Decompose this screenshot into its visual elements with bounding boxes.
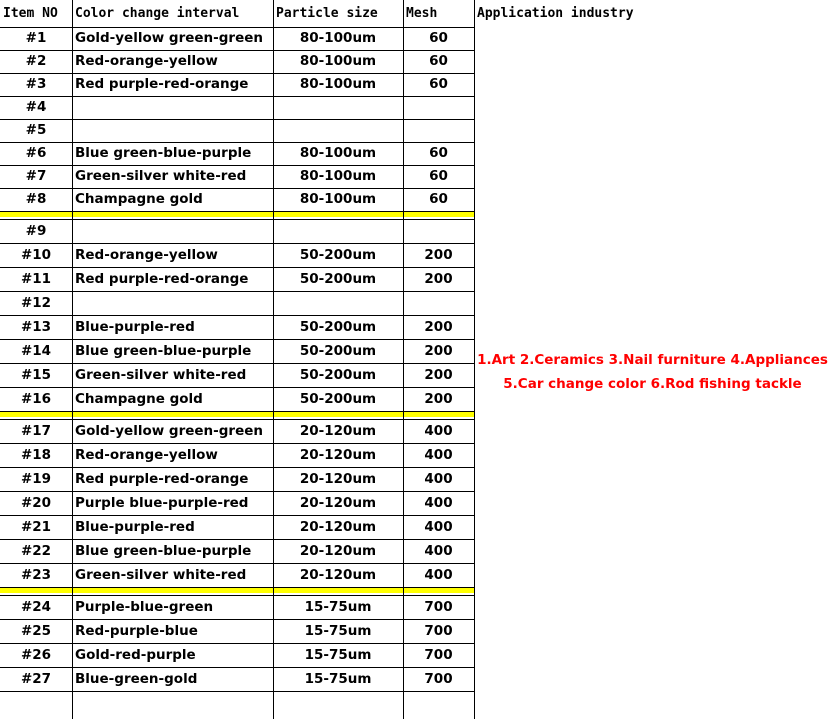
- item-number-cell: #4: [25, 99, 47, 115]
- color-interval-cell: Red-orange-yellow: [75, 53, 218, 69]
- mesh-cell: 400: [424, 519, 453, 535]
- item-number-cell: #3: [25, 76, 47, 92]
- color-interval-cell: Blue-green-gold: [75, 671, 198, 687]
- particle-size-cell: [273, 119, 403, 142]
- color-interval-cell: [72, 119, 273, 142]
- mesh-cell: 400: [424, 543, 453, 559]
- mesh-cell: 60: [429, 145, 448, 161]
- header-item-no: Item NO: [3, 6, 58, 21]
- color-interval-cell: Green-silver white-red: [75, 168, 247, 184]
- particle-size-cell: 80-100um: [299, 30, 377, 46]
- mesh-cell: 700: [424, 599, 453, 615]
- mesh-cell: 200: [424, 319, 453, 335]
- mesh-cell: 60: [429, 168, 448, 184]
- item-number-cell: #12: [20, 295, 52, 311]
- particle-size-cell: 80-100um: [299, 53, 377, 69]
- mesh-cell: 700: [424, 623, 453, 639]
- mesh-cell: 200: [424, 367, 453, 383]
- color-interval-cell: Gold-yellow green-green: [75, 423, 263, 439]
- item-number-cell: #8: [25, 191, 47, 207]
- item-number-cell: #7: [25, 168, 47, 184]
- item-number-cell: #14: [20, 343, 52, 359]
- mesh-cell: [403, 219, 474, 243]
- mesh-cell: [403, 291, 474, 315]
- mesh-cell: 400: [424, 447, 453, 463]
- grid-column-line: [72, 0, 73, 719]
- mesh-cell: 700: [424, 647, 453, 663]
- color-interval-cell: Green-silver white-red: [75, 567, 247, 583]
- particle-size-cell: 20-120um: [299, 447, 377, 463]
- color-interval-cell: Blue green-blue-purple: [75, 343, 252, 359]
- mesh-cell: 200: [424, 343, 453, 359]
- item-number-cell: #26: [20, 647, 52, 663]
- particle-size-cell: 50-200um: [299, 319, 377, 335]
- item-number-cell: #6: [25, 145, 47, 161]
- particle-size-cell: [273, 96, 403, 119]
- application-line-2: 5.Car change color 6.Rod fishing tackle: [503, 376, 802, 392]
- mesh-cell: 200: [424, 271, 453, 287]
- particle-size-cell: [273, 219, 403, 243]
- mesh-cell: 400: [424, 567, 453, 583]
- particle-size-cell: 80-100um: [299, 168, 377, 184]
- color-interval-cell: [72, 96, 273, 119]
- grid-column-line: [474, 0, 475, 719]
- mesh-cell: 60: [429, 76, 448, 92]
- particle-size-cell: 50-200um: [299, 343, 377, 359]
- item-number-cell: #23: [20, 567, 52, 583]
- item-number-cell: #24: [20, 599, 52, 615]
- color-interval-cell: [72, 291, 273, 315]
- particle-size-cell: 80-100um: [299, 191, 377, 207]
- color-interval-cell: Purple-blue-green: [75, 599, 214, 615]
- item-number-cell: #2: [25, 53, 47, 69]
- particle-size-cell: 20-120um: [299, 495, 377, 511]
- item-number-cell: #10: [20, 247, 52, 263]
- particle-size-cell: 15-75um: [304, 671, 372, 687]
- header-mesh: Mesh: [406, 6, 438, 21]
- particle-size-cell: 50-200um: [299, 391, 377, 407]
- particle-size-cell: [273, 291, 403, 315]
- item-number-cell: #18: [20, 447, 52, 463]
- item-number-cell: #15: [20, 367, 52, 383]
- mesh-cell: 200: [424, 391, 453, 407]
- header-color-interval: Color change interval: [75, 6, 240, 21]
- grid-column-line: [403, 0, 404, 719]
- item-number-cell: #27: [20, 671, 52, 687]
- color-interval-cell: Purple blue-purple-red: [75, 495, 249, 511]
- particle-size-cell: 15-75um: [304, 623, 372, 639]
- color-interval-cell: Red purple-red-orange: [75, 471, 249, 487]
- color-interval-cell: Red purple-red-orange: [75, 271, 249, 287]
- mesh-cell: 60: [429, 30, 448, 46]
- color-interval-cell: Red-purple-blue: [75, 623, 198, 639]
- particle-size-cell: 20-120um: [299, 543, 377, 559]
- item-number-cell: #22: [20, 543, 52, 559]
- color-interval-cell: Blue green-blue-purple: [75, 543, 252, 559]
- mesh-cell: 400: [424, 423, 453, 439]
- particle-size-cell: 15-75um: [304, 599, 372, 615]
- header-particle-size: Particle size: [276, 6, 378, 21]
- item-number-cell: #20: [20, 495, 52, 511]
- color-interval-cell: Champagne gold: [75, 191, 203, 207]
- item-number-cell: #21: [20, 519, 52, 535]
- particle-size-cell: 20-120um: [299, 567, 377, 583]
- color-interval-cell: Gold-red-purple: [75, 647, 196, 663]
- application-line-1: 1.Art 2.Ceramics 3.Nail furniture 4.Appliances: [477, 352, 828, 368]
- particle-size-cell: 20-120um: [299, 423, 377, 439]
- item-number-cell: #5: [25, 122, 47, 138]
- mesh-cell: 400: [424, 471, 453, 487]
- item-number-cell: #13: [20, 319, 52, 335]
- mesh-cell: [403, 96, 474, 119]
- mesh-cell: 400: [424, 495, 453, 511]
- particle-size-cell: 50-200um: [299, 367, 377, 383]
- mesh-cell: 700: [424, 671, 453, 687]
- color-interval-cell: Red-orange-yellow: [75, 447, 218, 463]
- color-interval-cell: Red-orange-yellow: [75, 247, 218, 263]
- item-number-cell: #19: [20, 471, 52, 487]
- particle-size-cell: 20-120um: [299, 471, 377, 487]
- header-application: Application industry: [477, 6, 634, 21]
- color-interval-cell: Blue-purple-red: [75, 519, 195, 535]
- application-industry-text: [474, 348, 831, 396]
- color-interval-cell: Blue-purple-red: [75, 319, 195, 335]
- particle-size-cell: 15-75um: [304, 647, 372, 663]
- color-interval-cell: Champagne gold: [75, 391, 203, 407]
- mesh-cell: 200: [424, 247, 453, 263]
- item-number-cell: #25: [20, 623, 52, 639]
- particle-size-cell: 50-200um: [299, 247, 377, 263]
- item-number-cell: #17: [20, 423, 52, 439]
- item-number-cell: #11: [20, 271, 52, 287]
- color-interval-cell: Blue green-blue-purple: [75, 145, 252, 161]
- color-interval-cell: Green-silver white-red: [75, 367, 247, 383]
- particle-size-cell: 80-100um: [299, 76, 377, 92]
- particle-size-cell: 80-100um: [299, 145, 377, 161]
- color-interval-cell: [72, 219, 273, 243]
- item-number-cell: #16: [20, 391, 52, 407]
- item-number-cell: #9: [25, 223, 47, 239]
- mesh-cell: [403, 119, 474, 142]
- grid-column-line: [273, 0, 274, 719]
- particle-size-cell: 50-200um: [299, 271, 377, 287]
- mesh-cell: 60: [429, 191, 448, 207]
- item-number-cell: #1: [25, 30, 47, 46]
- color-interval-cell: Gold-yellow green-green: [75, 30, 263, 46]
- particle-size-cell: 20-120um: [299, 519, 377, 535]
- mesh-cell: 60: [429, 53, 448, 69]
- color-interval-cell: Red purple-red-orange: [75, 76, 249, 92]
